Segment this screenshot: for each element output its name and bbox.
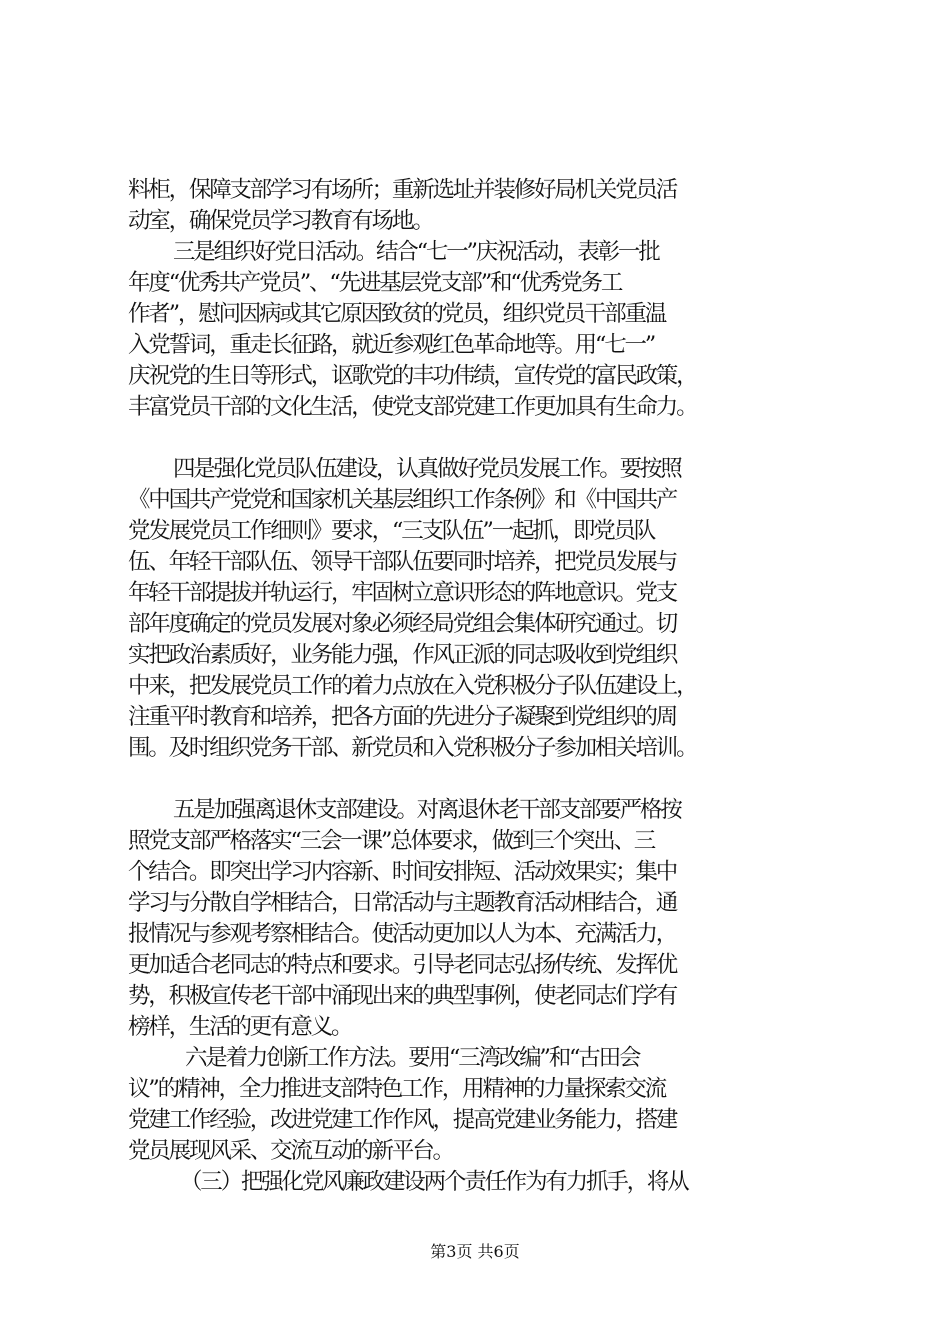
text-line: 《中国共产党党和国家机关基层组织工作条例》和《中国共产 (128, 487, 677, 513)
text-line: 庆祝党的生日等形式，讴歌党的丰功伟绩，宣传党的富民政策， (128, 363, 697, 389)
text-line: 作者”，慰问因病或其它原因致贫的党员，组织党员干部重温 (128, 301, 666, 327)
text-line: 更加适合老同志的特点和要求。引导老同志弘扬传统、发挥优 (128, 952, 677, 978)
text-line: 学习与分散自学相结合，日常活动与主题教育活动相结合，通 (128, 890, 677, 916)
text-line: 注重平时教育和培养，把各方面的先进分子凝聚到党组织的周 (128, 704, 677, 730)
text-line: 实把政治素质好，业务能力强，作风正派的同志吸收到党组织 (128, 642, 677, 668)
text-line: 围。及时组织党务干部、新党员和入党积极分子参加相关培训。 (128, 735, 697, 761)
text-line: 动室，确保党员学习教育有场地。 (128, 208, 433, 234)
text-line: 料柜，保障支部学习有场所；重新选址并装修好局机关党员活 (128, 177, 677, 203)
text-line: 丰富党员干部的文化生活，使党支部党建工作更加具有生命力。 (128, 394, 697, 420)
text-line: 伍、年轻干部队伍、领导干部队伍要同时培养，把党员发展与 (128, 549, 677, 575)
text-line: 报情况与参观考察相结合。使活动更加以人为本、充满活力， (128, 921, 677, 947)
text-line: 党发展党员工作细则》要求，“三支队伍”一起抓，即党员队 (128, 518, 655, 544)
text-line: 榜样，生活的更有意义。 (128, 1014, 352, 1040)
text-line: 年度“优秀共产党员”、“先进基层党支部”和“优秀党务工 (128, 270, 622, 296)
text-line: 议”的精神，全力推进支部特色工作，用精神的力量探索交流 (128, 1076, 666, 1102)
text-line: 党建工作经验，改进党建工作作风，提高党建业务能力，搭建 (128, 1107, 677, 1133)
text-line: 四是强化党员队伍建设，认真做好党员发展工作。要按照 (173, 456, 681, 482)
text-line: （三）把强化党风廉政建设两个责任作为有力抓手，将从 (180, 1169, 688, 1195)
text-line: 个结合。即突出学习内容新、时间安排短、活动效果实；集中 (128, 859, 677, 885)
text-line: 六是着力创新工作方法。要用“三湾改编”和“古田会 (185, 1045, 640, 1071)
text-line: 三是组织好党日活动。结合“七一”庆祝活动，表彰一批 (173, 239, 659, 265)
text-line: 五是加强离退休支部建设。对离退休老干部支部要严格按 (173, 797, 681, 823)
text-line: 中来，把发展党员工作的着力点放在入党积极分子队伍建设上， (128, 673, 697, 699)
page-footer: 第3页 共6页 (430, 1242, 520, 1261)
text-line: 势，积极宣传老干部中涌现出来的典型事例，使老同志们学有 (128, 983, 677, 1009)
text-line: 年轻干部提拔并轨运行，牢固树立意识形态的阵地意识。党支 (128, 580, 677, 606)
text-line: 照党支部严格落实“三会一课”总体要求，做到三个突出、三 (128, 828, 655, 854)
text-line: 党员展现风采、交流互动的新平台。 (128, 1138, 453, 1164)
text-line: 部年度确定的党员发展对象必须经局党组会集体研究通过。切 (128, 611, 677, 637)
text-line: 入党誓词，重走长征路，就近参观红色革命地等。用“七一” (128, 332, 655, 358)
